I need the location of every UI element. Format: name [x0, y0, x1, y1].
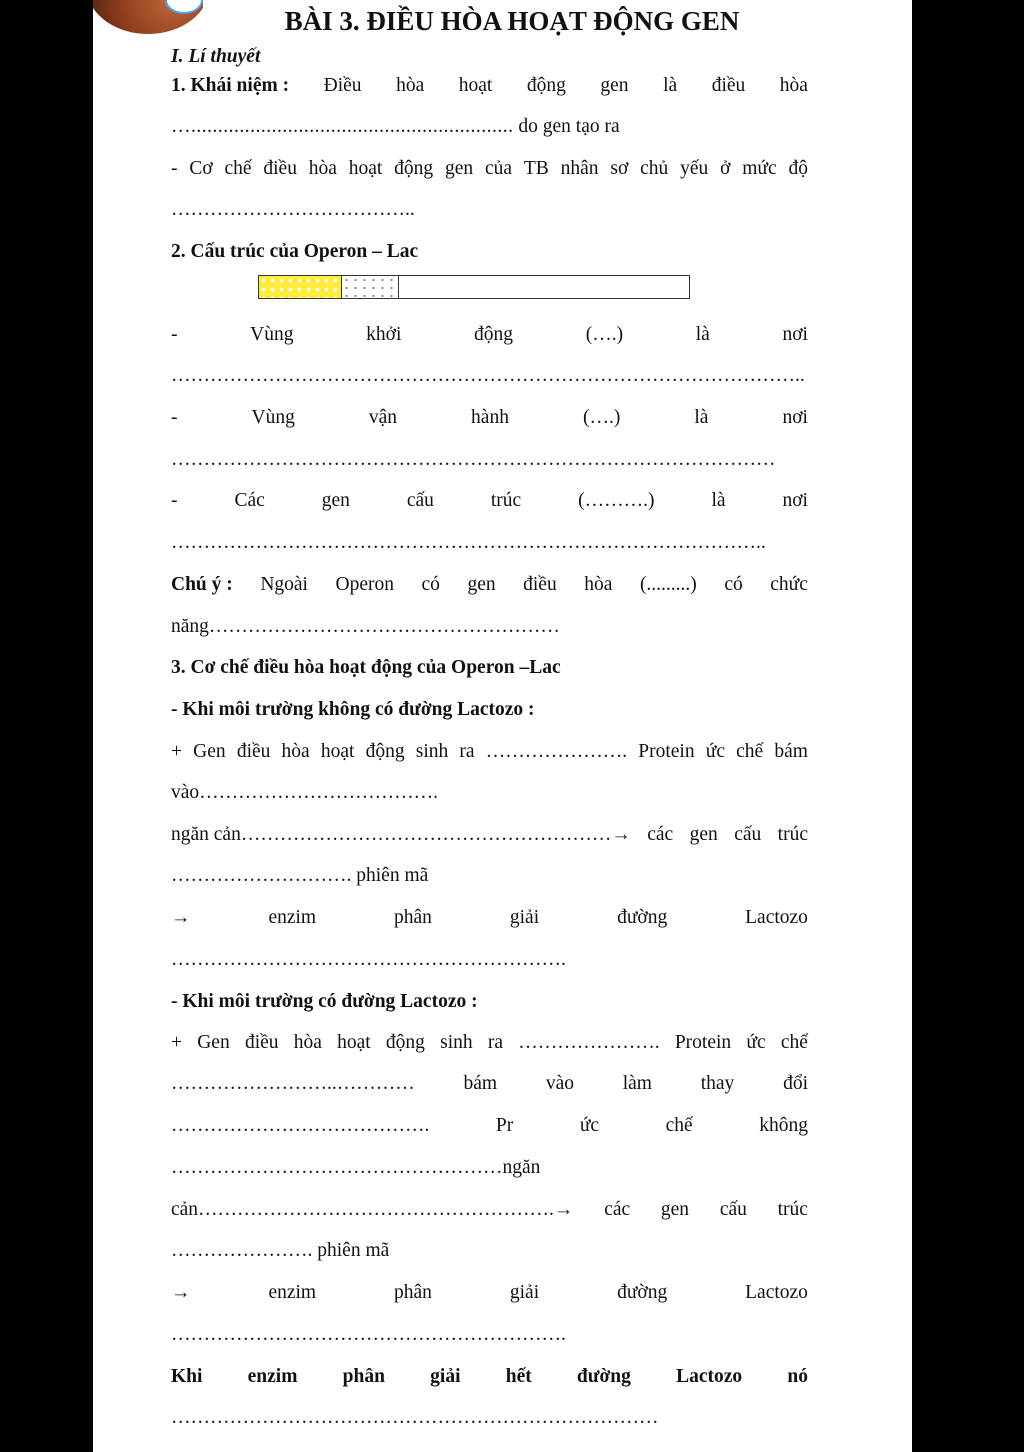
mechanism-heading: 3. Cơ chế điều hòa hoạt động của Operon –Lac: [171, 657, 561, 678]
with-lactose-line-5: cản……………………………………………….→ các gen cấu trúc: [171, 1199, 808, 1220]
with-lactose-line-4: ……………………………………………ngăn: [171, 1157, 541, 1178]
with-lactose-line-1: + Gen điều hòa hoạt động sinh ra …………………. Protein ức chế: [171, 1032, 808, 1053]
concept-label: 1. Khái niệm :: [171, 75, 290, 96]
structure-heading: 2. Cấu trúc của Operon – Lac: [171, 241, 419, 262]
with-lactose-line-6: …………………. phiên mã: [171, 1240, 390, 1261]
promoter-line: - Vùng khởi động (….) là nơi: [171, 324, 808, 345]
no-lactose-line-2: vào……………………………….: [171, 782, 439, 803]
blank-line: …………………………………………………………………………………: [171, 449, 776, 470]
promoter-region: [258, 275, 342, 299]
with-lactose-line-3: …………………………………. Pr ức chế không: [171, 1115, 808, 1136]
no-lactose-heading: - Khi môi trường không có đường Lactozo :: [171, 699, 535, 720]
with-lactose-line-2: ……………………..………… bám vào làm thay đổi: [171, 1073, 808, 1094]
blank-line: …………………………………………………….: [171, 949, 566, 970]
blank-line: ………………………………..: [171, 199, 415, 220]
blank-line: …………………………………………………….: [171, 1324, 566, 1345]
page-title: BÀI 3. ĐIỀU HÒA HOẠT ĐỘNG GEN: [284, 6, 740, 36]
operator-region: [341, 275, 399, 299]
blank-line: ………………………………………………………………………………..: [171, 532, 766, 553]
final-line: Khi enzim phân giải hết đường Lactozo nó: [171, 1366, 808, 1387]
operon-diagram: [258, 275, 690, 301]
note-tail-line: năng………………………………………………: [171, 616, 560, 637]
mechanism-level-line: - Cơ chế điều hòa hoạt động gen của TB nhân sơ chủ yếu ở mức độ: [171, 158, 808, 179]
structural-genes-line: - Các gen cấu trúc (……….) là nơi: [171, 490, 808, 511]
no-lactose-line-5: → enzim phân giải đường Lactozo: [171, 907, 808, 928]
blank-line: …………………………………………………………………: [171, 1407, 659, 1428]
structural-genes-region: [398, 275, 690, 299]
with-lactose-heading: - Khi môi trường có đường Lactozo :: [171, 991, 478, 1012]
concept-line: 1. Khái niệm : Điều hòa hoạt động gen là điều hòa: [171, 75, 808, 96]
no-lactose-line-1: + Gen điều hòa hoạt động sinh ra …………………. Protein ức chế bám: [171, 741, 808, 762]
operator-line: - Vùng vận hành (….) là nơi: [171, 407, 808, 428]
blank-line: ……………………………………………………………………………………..: [171, 365, 805, 386]
concept-blank-line: …............................................................ do gen tạo ra: [171, 116, 620, 137]
with-lactose-line-7: → enzim phân giải đường Lactozo: [171, 1282, 808, 1303]
note-line: Chú ý : Ngoài Operon có gen điều hòa (.........) có chức: [171, 574, 808, 595]
no-lactose-line-3: ngăn cản…………………………………………………→ các gen cấu trúc: [171, 824, 808, 845]
no-lactose-line-4: ………………………. phiên mã: [171, 865, 429, 886]
section-heading: I. Lí thuyết: [171, 46, 261, 67]
